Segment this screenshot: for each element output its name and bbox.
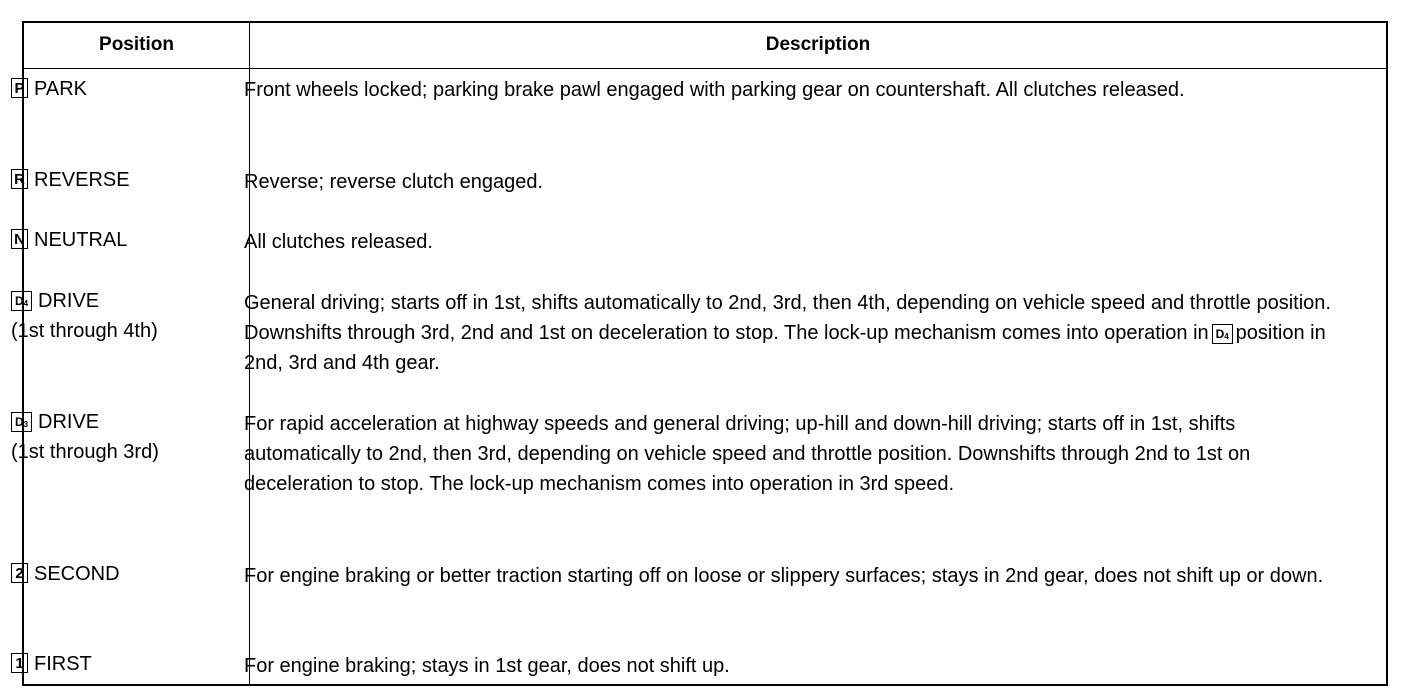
position-label: SECOND (34, 563, 120, 585)
row-park-position (11, 74, 221, 104)
description-text: General driving; starts off in 1st, shifts automatically to 2nd, 3rd, then 4th, depending on vehicle speed and throttle position. Downshifts through 3rd, 2nd and 1st on deceleration to stop. The lock-up mechanism comes into operation in (244, 292, 1331, 344)
row-first-position (11, 649, 221, 679)
d4-badge-icon: $D_4$ (11, 291, 32, 311)
position-sublabel: (1st through 3rd) (11, 441, 159, 463)
d3-badge-icon: $D_3$ (11, 412, 32, 432)
row-drive-d3-position (11, 407, 221, 467)
neutral-badge-icon: N (11, 229, 28, 249)
description-text: position in 2nd, 3rd and 4th gear. (244, 322, 1326, 374)
position-label: DRIVE (38, 411, 100, 433)
position-label: NEUTRAL (34, 229, 128, 251)
row-reverse-description: Reverse; reverse clutch engaged. (244, 171, 544, 193)
row-second-position (11, 559, 221, 589)
row-drive-d4-position (11, 286, 221, 346)
first-badge-icon: 1 (11, 653, 28, 673)
position-label: FIRST (34, 653, 92, 675)
row-second-description: For engine braking or better traction starting off on loose or slippery surfaces; stays in 2nd gear, does not shift up or down. (244, 565, 1324, 587)
row-drive-d3-description: For rapid acceleration at highway speeds and general driving; up-hill and down-hill driving; starts off in 1st, shifts automatically to 2nd, then 3rd, depending on vehicle speed and throttle position. Downshifts through 2nd to 1st on deceleration to stop. The lock-up mechanism comes into operation in 3rd speed. (244, 413, 1251, 495)
second-badge-icon: 2 (11, 563, 28, 583)
row-drive-d4-description (244, 288, 1349, 378)
row-park-description: Front wheels locked; parking brake pawl engaged with parking gear on countershaft. All clutches released. (244, 79, 1185, 101)
header-divider (24, 68, 1386, 69)
row-neutral-position (11, 225, 221, 255)
park-badge-icon: P (11, 78, 28, 98)
row-neutral-description: All clutches released. (244, 231, 433, 253)
header-description: Description (765, 34, 871, 55)
row-reverse-position (11, 165, 221, 195)
reverse-badge-icon: R (11, 169, 28, 189)
position-sublabel: (1st through 4th) (11, 320, 158, 342)
position-label: REVERSE (34, 169, 130, 191)
position-label: PARK (34, 78, 87, 100)
d4-inline-badge-icon: $D_4$ (1212, 324, 1233, 344)
header-position: Position (99, 34, 174, 55)
row-first-description: For engine braking; stays in 1st gear, does not shift up. (244, 655, 730, 677)
position-label: DRIVE (38, 290, 100, 312)
